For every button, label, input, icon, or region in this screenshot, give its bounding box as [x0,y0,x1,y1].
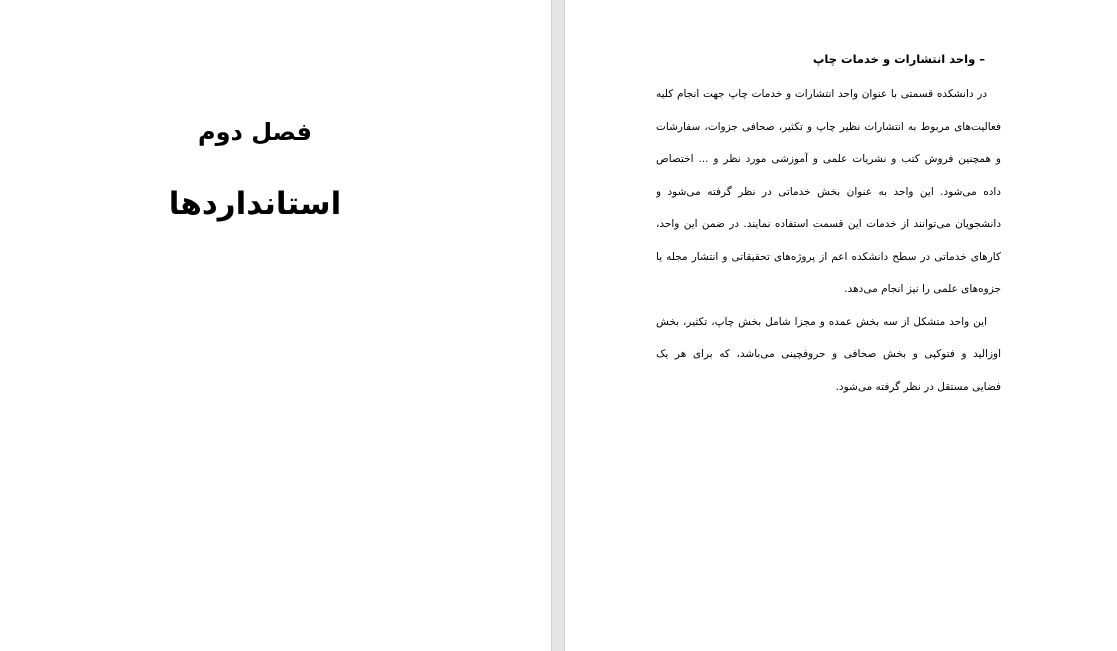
text-line: جزوه‌های علمی را نیز انجام می‌دهد. [844,283,1001,295]
left-page [0,0,551,651]
text-line: کارهای خدماتی در سطح دانشکده اعم از پروژه‌های تحقیقاتی و انتشار مجله یا [656,250,1001,263]
text-line: این واحد متشکل از سه بخش عمده و مجزا شامل بخش چاپ، تکثیر، بخش [656,315,987,328]
text-line: اوزالید و فتوکپی و بخش صحافی و حروفچینی می‌باشد، که برای هر یک [656,348,1001,360]
chapter-title: استانداردها [168,186,342,222]
right-page [565,0,1117,651]
page-gutter [551,0,565,651]
text-line: دانشجویان می‌توانند از خدمات این قسمت استفاده نمایند. در ضمن این واحد، [656,218,1001,230]
text-line: داده می‌شود. این واحد به عنوان بخش خدماتی در نظر گرفته می‌شود و [656,185,1001,198]
text-line: و همچنین فروش کتب و نشریات علمی و آموزشی مورد نظر و ... اختصاص [656,153,1001,165]
chapter-label: فصل دوم [198,118,312,146]
text-line: فضایی مستقل در نظر گرفته می‌شود. [835,380,1001,393]
body-text [656,78,1001,403]
text-line: فعالیت‌های مربوط به انتشارات نظیر چاپ و تکثیر، صحافی جزوات، سفارشات [656,120,1001,133]
text-line: در دانشکده قسمتی با عنوان واحد انتشارات و خدمات چاپ جهت انجام کلیه [656,88,987,100]
section-heading: – واحد انتشارات و خدمات چاپ [812,52,985,66]
